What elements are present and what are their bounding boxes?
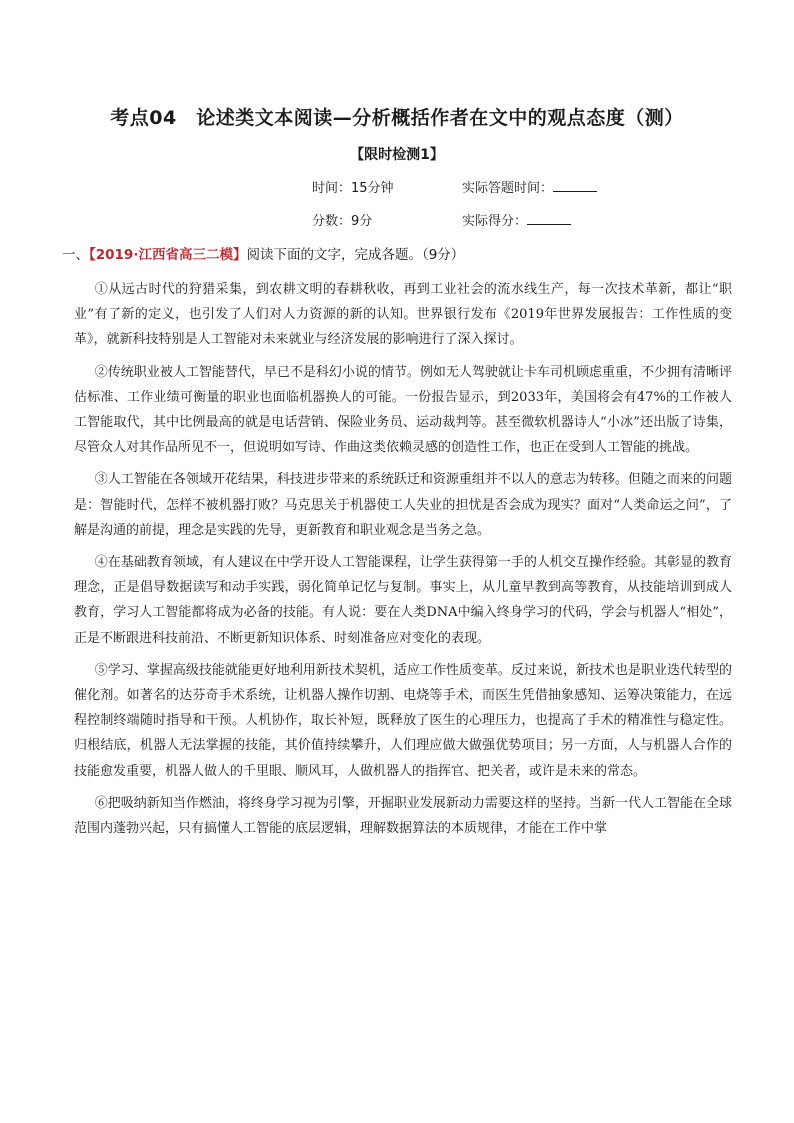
question-instruction: 阅读下面的文字，完成各题。（9分） [246, 247, 465, 263]
total-score: 分数：9分 [312, 214, 373, 229]
question-number: 一、 [62, 247, 89, 263]
paragraph-3: ③人工智能在各领域开花结果，科技进步带来的系统跃迁和资源重组并不以人的意志为转移。但随之而来的问题是：智能时代，怎样不被机器打败？马克思关于机器使工人失业的担忧是否会成为现实？面对“人类命运之问”，了解是沟通的前提，理念是实践的先导，更新教育和职业观念是当务之急。 [74, 472, 732, 538]
page-title: 考点04 论述类文本阅读—分析概括作者在文中的观点态度（测） [110, 107, 684, 129]
question-source: 【2019·江西省高三二模】 [89, 247, 247, 263]
paragraph-1: ①从远古时代的狩猎采集，到农耕文明的春耕秋收，再到工业社会的流水线生产，每一次技术革新，都让“职业”有了新的定义，也引发了人们对人力资源的新的认知。世界银行发布《2019年世界发展报告：工作性质的变革》，就新科技特别是人工智能对未来就业与经济发展的影响进行了深入探讨。 [74, 282, 732, 348]
paragraph-4: ④在基础教育领域，有人建议在中学开设人工智能课程，让学生获得第一手的人机交互操作经验。其彰显的教育理念，正是倡导数据读写和动手实践，弱化简单记忆与复制。事实上，从儿童早教到高等教育，从技能培训到成人教育，学习人工智能都将成为必备的技能。有人说：要在人类DNA中编入终身学习的代码，学会与机器人“相处”，正是不断跟进科技前沿、不断更新知识体系、时刻准备应对变化的表现。 [74, 555, 732, 646]
actual-score-label: 实际得分： [462, 214, 528, 229]
actual-time-label: 实际答题时间： [462, 181, 554, 196]
actual-score [462, 210, 571, 229]
actual-time [462, 177, 597, 196]
actual-score-blank[interactable] [527, 212, 571, 225]
passage [74, 277, 732, 848]
time-limit: 时间：15分钟 [312, 181, 394, 196]
question-intro [62, 243, 732, 263]
paragraph-2: ②传统职业被人工智能替代，早已不是科幻小说的情节。例如无人驾驶就让卡车司机顾虑重重，不少拥有清晰评估标准、工作业绩可衡量的职业也面临机器换人的可能。一份报告显示，到2033年，美国将会有47%的工作被人工智能取代，其中比例最高的就是电话营销、保险业务员、运动裁判等。甚至微软机器诗人“小冰”还出版了诗集，尽管众人对其作品所见不一，但说明如写诗、作曲这类依赖灵感的创造性工作，也正在受到人工智能的挑战。 [74, 364, 732, 456]
actual-time-blank[interactable] [553, 179, 597, 192]
page-subtitle: 【限时检测1】 [350, 147, 444, 163]
meta-row-score [0, 210, 794, 230]
meta-row-time [0, 177, 794, 197]
paragraph-6: ⑥把吸纳新知当作燃油，将终身学习视为引擎，开掘职业发展新动力需要这样的坚持。当新一代人工智能在全球范围内蓬勃兴起，只有搞懂人工智能的底层逻辑，理解数据算法的本质规律，才能在工作中掌 [74, 795, 732, 837]
paragraph-5: ⑤学习、掌握高级技能就能更好地利用新技术契机，适应工作性质变革。反过来说，新技术也是职业迭代转型的催化剂。如著名的达芬奇手术系统，让机器人操作切割、电烧等手术，而医生凭借抽象感知、运筹决策能力，在远程控制终端随时指导和干预。人机协作，取长补短，既释放了医生的心理压力，也提高了手术的精准性与稳定性。归根结底，机器人无法掌握的技能，其价值持续攀升，人们理应做大做强优势项目；另一方面，人与机器人合作的技能愈发重要，机器人做人的千里眼、顺风耳，人做机器人的指挥官、把关者，或许是未来的常态。 [74, 662, 732, 779]
